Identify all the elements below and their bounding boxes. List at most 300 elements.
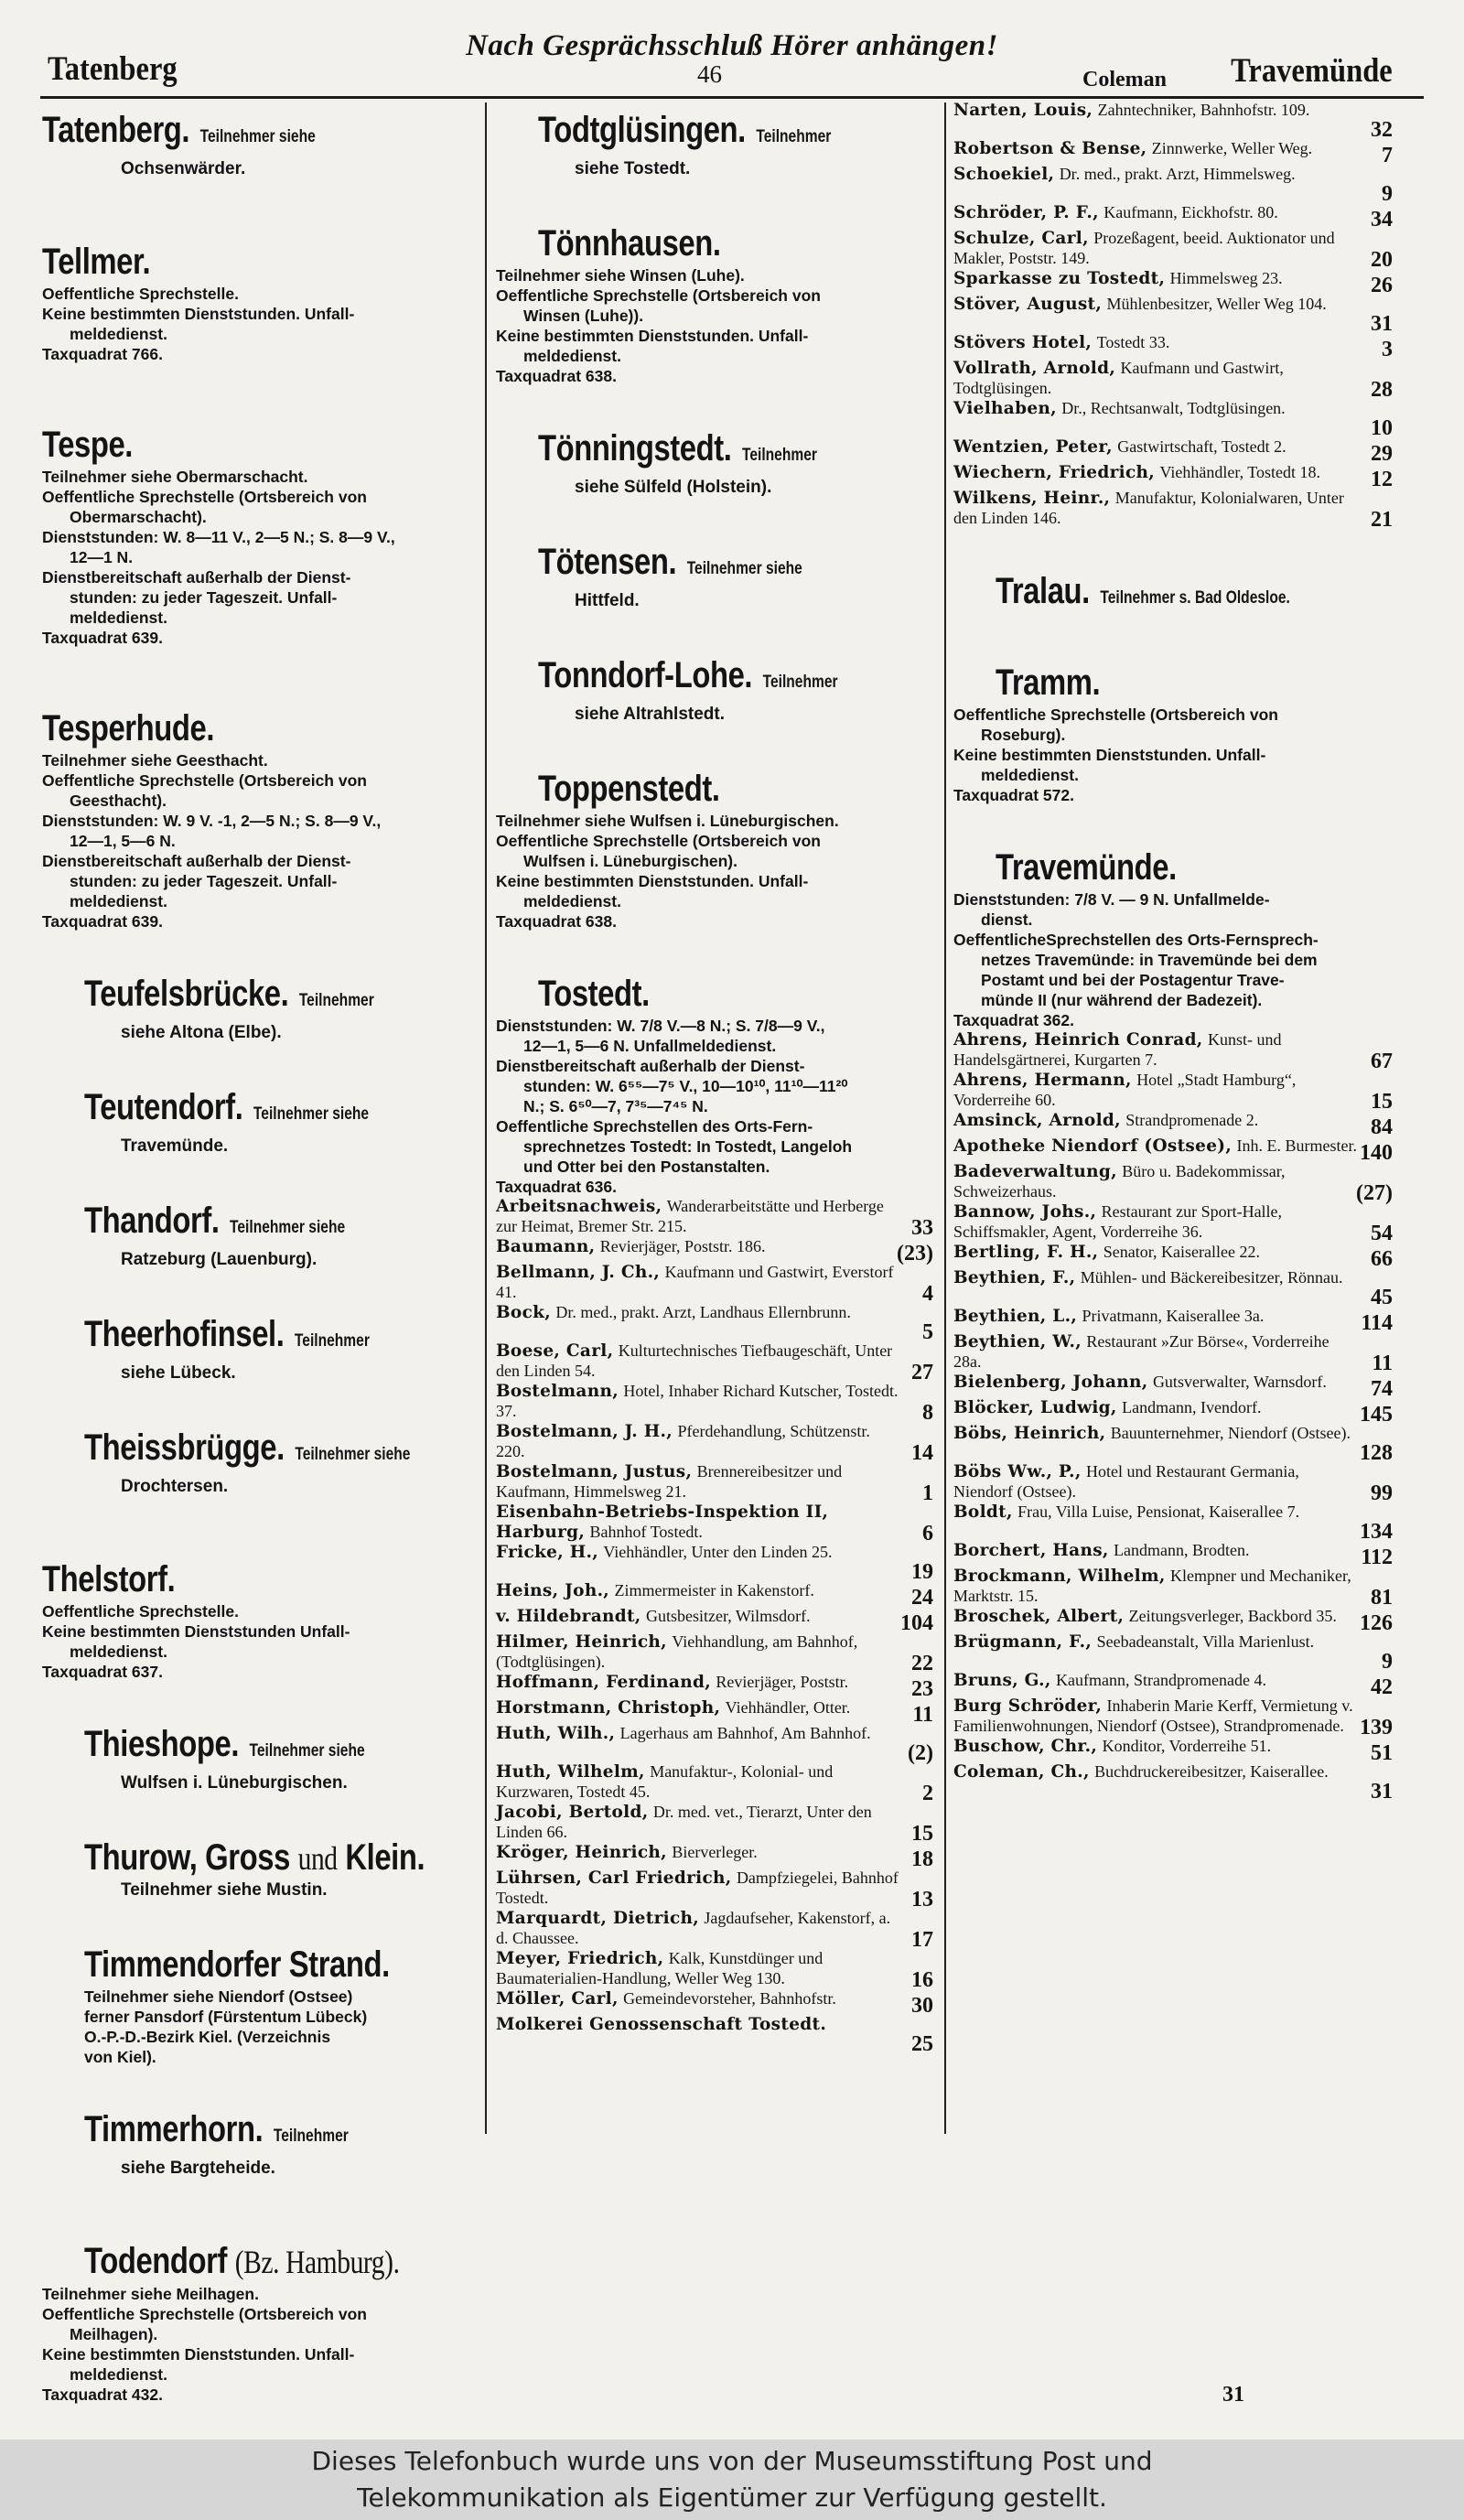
subscriber-entry: [496, 1868, 933, 1912]
place-info-line: Keine bestimmten Dienststunden. Unfall-: [496, 327, 809, 345]
phone-number: 21: [1371, 508, 1393, 532]
spacer: [953, 620, 1393, 653]
see-reference-line: Drochtersen.: [121, 1477, 229, 1496]
subscriber-entry: [496, 1949, 933, 1992]
subscriber-details: Konditor, Vorderreihe 51.: [1102, 1737, 1272, 1755]
place-info-line: Taxquadrat 636.: [496, 1178, 617, 1196]
subscriber-details: Restaurant zur Sport-Halle, Schiffsmakler, Agent, Vorderreihe 36.: [953, 1202, 1283, 1241]
place-info-line: Dienststunden: W. 8—11 V., 2—5 N.; S. 8—9 V.,: [42, 528, 395, 546]
phone-number: 34: [1371, 208, 1393, 232]
subscriber-entry: [953, 1737, 1393, 1765]
place-info-line: Keine bestimmten Dienststunden. Unfall-: [42, 2345, 355, 2364]
see-reference: Teilnehmer: [273, 2127, 349, 2146]
subscriber-name: Amsinck, Arnold,: [953, 1111, 1121, 1130]
subscriber-details: Restaurant »Zur Börse«, Vorderreihe 28a.: [953, 1332, 1329, 1371]
footer-line-1: Dieses Telefonbuch wurde uns von der Museumsstiftung Post und: [311, 2446, 1153, 2476]
subscriber-entry: [953, 333, 1393, 359]
subscriber-details: Kaufmann und Gastwirt, Everstorf 41.: [496, 1263, 894, 1301]
archive-footer: [0, 2439, 1464, 2520]
place-info-line: münde II (nur während der Badezeit).: [981, 991, 1263, 1009]
place-info-line: Winsen (Luhe)).: [523, 307, 644, 325]
subscriber-name: Brockmann, Wilhelm,: [953, 1567, 1166, 1586]
subscriber-name: Bostelmann, Justus,: [496, 1462, 693, 1481]
phone-number: 22: [911, 1652, 933, 1675]
see-reference-line: siehe Lübeck.: [121, 1363, 236, 1383]
see-reference-line: siehe Bargteheide.: [121, 2159, 275, 2178]
subscriber-details: Dr., Rechtsanwalt, Todtglüsingen.: [1061, 399, 1286, 417]
place-info-line: Geesthacht).: [70, 792, 167, 810]
subscriber-details: Kulturtechnisches Tiefbaugeschäft, Unter den Linden 54.: [496, 1341, 893, 1380]
place-info-line: N.; S. 6⁵⁰—7, 7³⁵—7⁴⁵ N.: [523, 1097, 708, 1115]
subscriber-name: Bielenberg, Johann,: [953, 1373, 1148, 1392]
subscriber-entry: [953, 203, 1393, 232]
subscriber-name: Boese, Carl,: [496, 1341, 614, 1361]
place-info-line: Roseburg).: [981, 726, 1066, 744]
place-name: Tönnhausen.: [538, 223, 721, 264]
spacer: [496, 500, 933, 533]
place-name: Tatenberg.: [42, 110, 190, 150]
subscriber-details: Hotel und Restaurant Germania, Niendorf (Ostsee).: [953, 1462, 1299, 1501]
place-title: [84, 974, 408, 1021]
see-reference-line: Wulfsen i. Lüneburgischen.: [121, 1773, 348, 1793]
subscriber-name: v. Hildebrandt,: [496, 1607, 641, 1626]
phone-number: 17: [911, 1928, 933, 1952]
place-info-line: Taxquadrat 362.: [953, 1011, 1074, 1029]
phone-number: 9: [1382, 182, 1393, 206]
place-name: Toppenstedt.: [538, 769, 720, 809]
phone-number: 84: [1371, 1115, 1393, 1139]
subscriber-name: Bertling, F. H.,: [953, 1243, 1099, 1262]
place-info-line: von Kiel).: [84, 2048, 156, 2066]
subscriber-entry: [953, 1243, 1393, 1271]
place-info-line: Oeffentliche Sprechstelle.: [42, 1602, 239, 1621]
place-name: Tönningstedt.: [538, 428, 732, 468]
subscriber-entry: [496, 1803, 933, 1846]
place-info-line: Taxquadrat 639.: [42, 629, 163, 647]
subscriber-name: Sparkasse zu Tostedt,: [953, 269, 1166, 288]
place-info-line: meldedienst.: [523, 892, 621, 910]
subscriber-entry: [953, 139, 1393, 165]
place-name: Teufelsbrücke.: [84, 974, 289, 1014]
subscriber-name: Bock,: [496, 1303, 551, 1322]
place-name: Todtglüsingen.: [538, 110, 746, 150]
subscriber-entry: [496, 1673, 933, 1701]
place-name: Tötensen.: [538, 542, 677, 582]
subscriber-details: Landmann, Brodten.: [1114, 1541, 1250, 1559]
place-info-line: Dienstbereitschaft außerhalb der Dienst-: [496, 1057, 805, 1075]
phone-number: 25: [911, 2032, 933, 2056]
place-info-line: meldedienst.: [70, 325, 167, 343]
subscriber-entry: [953, 1541, 1393, 1567]
subscriber-name: Brügmann, F.,: [953, 1632, 1093, 1652]
place-name: Thurow, Gross und Klein.: [84, 1837, 425, 1878]
subscriber-details: Gutsbesitzer, Wilmsdorf.: [645, 1607, 811, 1625]
spacer: [42, 2067, 479, 2100]
header-range-from: Coleman: [1082, 68, 1167, 92]
subscriber-name: Kröger, Heinrich,: [496, 1843, 667, 1862]
place-name: Timmerhorn.: [84, 2109, 264, 2149]
subscriber-entry: [496, 1581, 933, 1610]
subscriber-name: Coleman, Ch.,: [953, 1762, 1090, 1782]
spacer: [42, 1499, 479, 1550]
header-rule: [40, 96, 1424, 99]
subscriber-details: Revierjäger, Poststr.: [716, 1673, 849, 1691]
phone-number: 9: [1382, 1650, 1393, 1674]
place-info-line: 12—1, 5—6 N.: [70, 832, 176, 850]
subscriber-entry: [953, 489, 1393, 532]
footer-line-2: Telekommunikation als Eigentümer zur Verfügung gestellt.: [357, 2482, 1107, 2513]
spacer: [42, 2181, 479, 2232]
place-info-line: Teilnehmer siehe Meilhagen.: [42, 2285, 259, 2303]
phone-number: 14: [911, 1441, 933, 1465]
column-divider-2: [944, 102, 946, 2134]
column-3: [953, 101, 1393, 2150]
place-info-line: Teilnehmer siehe Geesthacht.: [42, 751, 268, 770]
subscriber-details: Tostedt 33.: [1096, 333, 1170, 351]
subscriber-entry: [953, 1696, 1393, 1737]
place-title: [538, 769, 862, 809]
spacer: [42, 1902, 479, 1935]
subscriber-details: Landmann, Ivendorf.: [1122, 1398, 1262, 1416]
subscriber-name: Robertson & Bense,: [953, 139, 1147, 158]
subscriber-name: Horstmann, Christoph,: [496, 1698, 721, 1718]
see-reference: Teilnehmer siehe: [230, 1218, 346, 1237]
phone-number: 24: [911, 1586, 933, 1610]
see-reference-line: Ratzeburg (Lauenburg).: [121, 1250, 318, 1269]
subscriber-name: Arbeitsnachweis,: [496, 1197, 662, 1216]
subscriber-entry: [496, 2015, 933, 2056]
see-reference-line: siehe Tostedt.: [575, 159, 691, 178]
subscriber-details: Himmelsweg 23.: [1169, 269, 1283, 287]
place-name: Todendorf (Bz. Hamburg).: [84, 2241, 400, 2281]
place-info-line: Obermarschacht).: [70, 508, 207, 526]
phone-number: 4: [922, 1282, 933, 1306]
subscriber-entry: [953, 165, 1393, 206]
phone-number: 104: [900, 1611, 933, 1635]
see-reference-line: Hittfeld.: [575, 591, 640, 610]
spacer: [42, 1682, 479, 1715]
phone-number: (23): [897, 1242, 933, 1265]
spacer: [496, 727, 933, 759]
subscriber-name: Meyer, Friedrich,: [496, 1949, 664, 1968]
subscriber-entry: [496, 1607, 933, 1635]
subscriber-name: Bannow, Johs.,: [953, 1202, 1097, 1222]
place-info-line: meldedienst.: [70, 608, 167, 627]
place-info-line: Keine bestimmten Dienststunden Unfall-: [42, 1622, 350, 1641]
place-info-line: Taxquadrat 638.: [496, 367, 617, 385]
subscriber-entry: [496, 1762, 933, 1803]
title-connector: und: [297, 1840, 338, 1877]
subscriber-name: Huth, Wilhelm,: [496, 1762, 645, 1782]
subscriber-details: Gastwirtschaft, Tostedt 2.: [1117, 437, 1286, 456]
see-reference-line: Teilnehmer siehe Mustin.: [121, 1880, 328, 1900]
subscriber-details: Viehhändler, Otter.: [725, 1698, 851, 1717]
see-reference: Teilnehmer: [294, 1331, 370, 1351]
subscriber-entry: [496, 1382, 933, 1425]
subscriber-name: Molkerei Genossenschaft Tostedt.: [496, 2015, 827, 2034]
place-title: [42, 425, 401, 465]
subscriber-details: Inhaberin Marie Kerff, Vermietung v. Familienwohnungen, Niendorf (Ostsee), Strandpromenade.: [953, 1696, 1353, 1735]
subscriber-details: Wanderarbeitstätte und Herberge zur Heimat, Bremer Str. 215.: [496, 1197, 884, 1235]
spacer: [42, 1385, 479, 1418]
place-title: [538, 542, 862, 589]
subscriber-name: Lührsen, Carl Friedrich,: [496, 1868, 732, 1888]
subscriber-name: Marquardt, Dietrich,: [496, 1909, 700, 1928]
subscriber-entry: [953, 1671, 1393, 1699]
subscriber-details: Mühlenbesitzer, Weller Weg 104.: [1106, 295, 1327, 313]
place-title: [84, 1087, 408, 1135]
subscriber-entry: [496, 1698, 933, 1727]
phone-number: 5: [922, 1320, 933, 1344]
header-first-place: Tatenberg: [48, 50, 178, 88]
place-info-line: Dienstbereitschaft außerhalb der Dienst-: [42, 852, 351, 870]
phone-number: (2): [908, 1741, 933, 1765]
phone-number: 13: [911, 1888, 933, 1912]
subscriber-name: Böbs, Heinrich,: [953, 1424, 1106, 1443]
place-info-line: netzes Travemünde: in Travemünde bei dem: [981, 951, 1318, 969]
phone-number: 10: [1371, 416, 1393, 440]
subscriber-details: Frau, Villa Luise, Pensionat, Kaiserallee 7.: [1017, 1502, 1300, 1521]
place-info-line: Teilnehmer siehe Wulfsen i. Lüneburgischen.: [496, 812, 839, 830]
place-info-line: Wulfsen i. Lüneburgischen).: [523, 852, 737, 870]
subscriber-entry: [953, 1162, 1393, 1205]
place-info-line: Teilnehmer siehe Niendorf (Ostsee): [84, 1987, 353, 2006]
subscriber-name: Borchert, Hans,: [953, 1541, 1109, 1560]
place-title: [538, 655, 862, 703]
phone-number: 20: [1371, 248, 1393, 272]
place-info-line: Keine bestimmten Dienststunden. Unfall-: [42, 305, 355, 323]
place-info-line: Teilnehmer siehe Winsen (Luhe).: [496, 266, 745, 285]
spacer: [496, 386, 933, 419]
subscriber-details: Viehhändler, Tostedt 18.: [1159, 463, 1321, 481]
spacer: [953, 529, 1393, 562]
place-title: [84, 1837, 425, 1879]
phone-number: 7: [1382, 144, 1393, 167]
see-reference-line: Ochsenwärder.: [121, 159, 246, 178]
subscriber-entry: [496, 1341, 933, 1382]
subscriber-details: Kalk, Kunstdünger und Baumaterialien-Handlung, Weller Weg 130.: [496, 1949, 824, 1987]
subscriber-entry: [953, 1030, 1393, 1071]
phone-number: 1: [922, 1481, 933, 1505]
header-page-number: 46: [697, 60, 722, 88]
subscriber-name: Baumann,: [496, 1237, 596, 1256]
subscriber-name: Beythien, F.,: [953, 1268, 1076, 1287]
phone-number: 54: [1371, 1222, 1393, 1245]
place-name: Teutendorf.: [84, 1087, 243, 1127]
phone-number: 30: [911, 1994, 933, 2018]
subscriber-name: Bostelmann, J. H.,: [496, 1422, 673, 1441]
subscriber-details: Manufaktur, Kolonialwaren, Unter den Linden 146.: [953, 489, 1344, 527]
subscriber-entry: [953, 1332, 1393, 1373]
subscriber-name: Wiechern, Friedrich,: [953, 463, 1156, 482]
subscriber-details: Kunst- und Handelsgärtnerei, Kurgarten 7.: [953, 1030, 1282, 1069]
phone-number: 67: [1371, 1050, 1393, 1073]
subscriber-name: Apotheke Niendorf (Ostsee),: [953, 1136, 1233, 1156]
subscriber-entry: [496, 1989, 933, 2018]
subscriber-entry: [496, 1502, 933, 1543]
place-title: [996, 847, 1321, 888]
subscriber-name: Jacobi, Bertold,: [496, 1803, 649, 1822]
see-reference: Teilnehmer siehe: [249, 1741, 365, 1761]
subscriber-name: Blöcker, Ludwig,: [953, 1398, 1117, 1417]
subscriber-name: Burg Schröder,: [953, 1696, 1103, 1716]
see-reference: Teilnehmer: [756, 127, 832, 146]
place-name: Tesperhude.: [42, 708, 215, 748]
phone-number: 11: [912, 1703, 933, 1727]
see-reference-line: Travemünde.: [121, 1136, 229, 1156]
place-info-line: meldedienst.: [523, 347, 621, 365]
place-info-line: Taxquadrat 432.: [42, 2385, 163, 2404]
spacer: [42, 1795, 479, 1828]
phone-number: 31: [1371, 312, 1393, 336]
place-info-line: Dienststunden: W. 7/8 V.—8 N.; S. 7/8—9 V.,: [496, 1017, 825, 1035]
place-title: [538, 223, 862, 264]
place-title: [42, 110, 401, 157]
subscriber-entry: [953, 295, 1393, 336]
subscriber-details: Dampfziegelei, Bahnhof Tostedt.: [496, 1868, 899, 1907]
subscriber-name: Möller, Carl,: [496, 1989, 619, 2008]
phone-number: 11: [1372, 1352, 1393, 1375]
subscriber-name: Bostelmann,: [496, 1382, 619, 1401]
subscriber-entry: [953, 1202, 1393, 1243]
subscriber-details: Viehhandlung, am Bahnhof, (Todtglüsingen).: [496, 1632, 858, 1671]
place-title: [42, 708, 401, 748]
place-info-line: Meilhagen).: [70, 2325, 158, 2343]
subscriber-details: Dr. med., prakt. Arzt, Himmelsweg.: [1059, 165, 1296, 183]
subscriber-name: Hilmer, Heinrich,: [496, 1632, 667, 1652]
see-reference: Teilnehmer s. Bad Oldesloe.: [1100, 588, 1290, 608]
phone-number: 99: [1371, 1481, 1393, 1505]
subscriber-name: Schoekiel,: [953, 165, 1055, 184]
subscriber-details: Revierjäger, Poststr. 186.: [599, 1237, 766, 1255]
place-title: [84, 1201, 408, 1248]
place-name: Tostedt.: [538, 974, 650, 1014]
phone-number: 112: [1361, 1545, 1393, 1569]
place-info-line: Dienststunden: W. 9 V. -1, 2—5 N.; S. 8—9 V.,: [42, 812, 382, 830]
place-title: [84, 1314, 408, 1362]
subscriber-name: Vielhaben,: [953, 399, 1057, 418]
place-name: Thelstorf.: [42, 1559, 176, 1599]
header-last-place: Travemünde: [1231, 52, 1393, 90]
phone-number: 81: [1371, 1586, 1393, 1610]
place-info-line: Dienstbereitschaft außerhalb der Dienst-: [42, 568, 351, 587]
place-info-line: Taxquadrat 637.: [42, 1663, 163, 1681]
phone-number: (27): [1356, 1181, 1393, 1205]
spacer: [42, 181, 479, 232]
place-info-line: Taxquadrat 639.: [42, 912, 163, 931]
phone-number: 66: [1371, 1247, 1393, 1271]
subscriber-name: Eisenbahn-Betriebs-Inspektion II, Harburg,: [496, 1502, 829, 1542]
subscriber-name: Böbs Ww., P.,: [953, 1462, 1082, 1481]
place-info-line: Oeffentliche Sprechstelle (Ortsbereich von: [42, 771, 367, 790]
place-info-line: und Otter bei den Postanstalten.: [523, 1158, 770, 1176]
see-reference: Teilnehmer siehe: [686, 559, 802, 578]
subscriber-details: Strandpromenade 2.: [1125, 1111, 1259, 1129]
subscriber-details: Seebadeanstalt, Villa Marienlust.: [1096, 1632, 1315, 1651]
place-title: [42, 242, 401, 282]
spacer: [496, 932, 933, 964]
subscriber-details: Zeitungsverleger, Backbord 35.: [1128, 1607, 1337, 1625]
place-name: Thieshope.: [84, 1724, 240, 1764]
subscriber-entry: [953, 1071, 1393, 1114]
subscriber-entry: [953, 1373, 1393, 1401]
subscriber-name: Stöver, August,: [953, 295, 1103, 314]
subscriber-entry: [953, 1307, 1393, 1335]
place-info-line: sprechnetzes Tostedt: In Tostedt, Langeloh: [523, 1137, 853, 1156]
subscriber-name: Badeverwaltung,: [953, 1162, 1117, 1181]
place-info-line: 12—1 N.: [70, 548, 134, 566]
subscriber-name: Vollrath, Arnold,: [953, 359, 1116, 378]
place-info-line: Oeffentliche Sprechstelle (Ortsbereich von: [953, 705, 1278, 724]
place-title: [538, 428, 862, 476]
phone-number: 42: [1371, 1675, 1393, 1699]
subscriber-name: Wentzien, Peter,: [953, 437, 1113, 457]
place-info-line: dienst.: [981, 910, 1033, 929]
place-name: Tellmer.: [42, 242, 151, 282]
see-reference-line: siehe Altona (Elbe).: [121, 1023, 282, 1042]
subscriber-name: Bruns, G.,: [953, 1671, 1051, 1690]
subscriber-details: Mühlen- und Bäckereibesitzer, Rönnau.: [1080, 1268, 1343, 1287]
subscriber-details: Privatmann, Kaiserallee 3a.: [1082, 1307, 1265, 1325]
subscriber-details: Büro u. Badekommissar, Schweizerhaus.: [953, 1162, 1286, 1201]
place-info-line: Dienststunden: 7/8 V. — 9 N. Unfallmelde-: [953, 890, 1270, 909]
place-title: [996, 662, 1321, 703]
subscriber-name: Beythien, L.,: [953, 1307, 1078, 1326]
subscriber-entry: [953, 1632, 1393, 1674]
phone-number: 29: [1371, 442, 1393, 466]
place-name: Theissbrügge.: [84, 1427, 285, 1468]
subscriber-entry: [496, 1632, 933, 1673]
subscriber-name: Buschow, Chr.,: [953, 1737, 1098, 1756]
subscriber-name: Broschek, Albert,: [953, 1607, 1125, 1626]
phone-number: 18: [911, 1847, 933, 1871]
phone-number: 32: [1371, 118, 1393, 142]
see-reference: Teilnehmer siehe: [253, 1104, 370, 1124]
subscriber-details: Dr. med., prakt. Arzt, Landhaus Ellernbrunn.: [555, 1303, 851, 1321]
subscriber-entry: [953, 437, 1393, 466]
column-1: [42, 101, 479, 2404]
place-name: Timmendorfer Strand.: [84, 1944, 390, 1985]
phone-number: 23: [911, 1677, 933, 1701]
place-name: Thandorf.: [84, 1201, 220, 1241]
subscriber-entry: [496, 1197, 933, 1240]
subscriber-name: Stövers Hotel,: [953, 333, 1093, 352]
phone-number: 134: [1360, 1520, 1393, 1544]
place-info-line: meldedienst.: [981, 766, 1079, 784]
subscriber-details: Klempner und Mechaniker, Marktstr. 15.: [953, 1567, 1351, 1605]
place-title: [84, 2241, 408, 2282]
phone-number: 45: [1371, 1286, 1393, 1309]
subscriber-entry: [496, 1237, 933, 1263]
subscriber-details: Pferdehandlung, Schützenstr. 220.: [496, 1422, 870, 1460]
subscriber-details: Prozeßagent, beeid. Auktionator und Makler, Poststr. 149.: [953, 229, 1335, 267]
subscriber-entry: [953, 229, 1393, 272]
subscriber-details: Bauunternehmer, Niendorf (Ostsee).: [1110, 1424, 1351, 1442]
subscriber-name: Schulze, Carl,: [953, 229, 1089, 248]
place-name: Travemünde.: [996, 847, 1177, 888]
place-info-line: Postamt und bei der Postagentur Trave-: [981, 971, 1285, 989]
place-info-line: Taxquadrat 638.: [496, 912, 617, 931]
subscriber-entry: [953, 463, 1393, 489]
subscriber-details: Lagerhaus am Bahnhof, Am Bahnhof.: [619, 1724, 871, 1742]
phone-number: 8: [922, 1401, 933, 1425]
subscriber-details: Zinnwerke, Weller Weg.: [1151, 139, 1313, 157]
place-title: [996, 571, 1321, 619]
phone-number: 128: [1360, 1441, 1393, 1465]
see-reference: Teilnehmer siehe: [199, 127, 316, 146]
place-info-line: Oeffentliche Sprechstelle.: [42, 285, 239, 303]
subscriber-name: Huth, Wilh.,: [496, 1724, 616, 1743]
